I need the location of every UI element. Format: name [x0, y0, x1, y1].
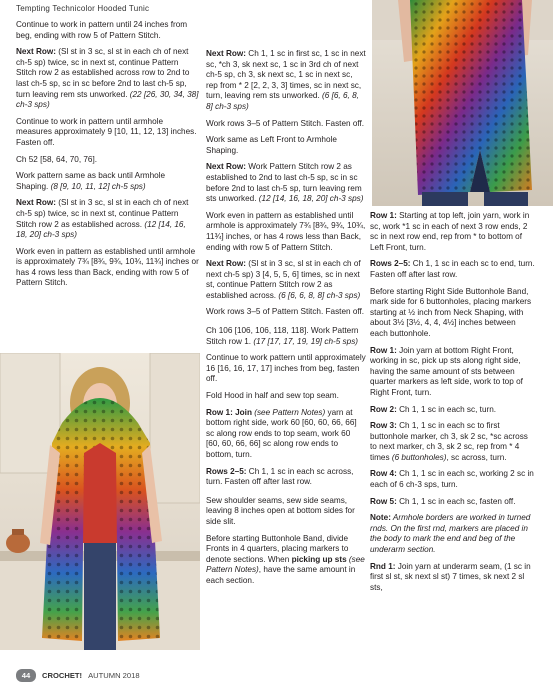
italic-note: Armhole borders are worked in turned rnds. On the first rnd, markers are placed in the body to mark the end and beg of the underarm section.: [370, 513, 531, 555]
row-label: Next Row:: [16, 47, 57, 57]
instruction-text: Ch 1, 1 sc in each sc, turn.: [396, 404, 497, 414]
row-label: Next Row:: [206, 259, 247, 269]
paragraph: [370, 287, 535, 340]
paragraph: [370, 497, 535, 508]
paragraph: [206, 135, 366, 156]
italic-note: (6 [6, 6, 8, 8] ch-3 sps): [276, 290, 361, 300]
instruction-text: Ch 1, 1 sc in each sc to end, turn. Fasten off after last row.: [370, 259, 535, 279]
row-label: Row 1: Join: [206, 407, 252, 417]
paragraph: [370, 346, 535, 399]
paragraph: [370, 259, 535, 280]
row-label: Row 3:: [370, 421, 397, 431]
paragraph: [206, 119, 366, 130]
column-1: [16, 20, 199, 295]
instruction-text: yarn at bottom right side, work 60 [60, 60, 66, 66] sc along row ends to top seam, work 60 [60, 60, 66, 66] sc along row ends to bottom, turn.: [206, 407, 357, 459]
italic-note: (12 [14, 16, 18, 20] ch-3 sps): [256, 194, 364, 204]
italic-note: (6 [6, 6, 8, 8] ch-3 sps): [206, 91, 359, 111]
column-2: [206, 48, 366, 593]
paragraph: [206, 49, 366, 113]
row-label: Rnd 1:: [370, 561, 396, 571]
instruction-text: Work even in pattern as established until armhole is approximately 7¾ [8¾, 9¾, 10¾, 11¾] inches or has 4 rows less than Back, ending with row 5 of Pattern Stitch.: [16, 246, 199, 288]
paragraph: [206, 391, 366, 402]
italic-note: (17 [17, 17, 19, 19] ch-5 sps): [251, 336, 359, 346]
instruction-text: (Sl st in 3 sc, sl st in each ch of next ch-5 sp) twice, sc in next st, continue Pattern Stitch row 2 as established across.: [16, 198, 189, 229]
instruction-text: , have the same amount in each section.: [206, 565, 356, 585]
paragraph: [206, 211, 366, 253]
row-label: Row 5:: [370, 496, 397, 506]
paragraph: [16, 198, 199, 240]
running-head: Tempting Technicolor Hooded Tunic: [16, 4, 150, 13]
row-label: Rows 2–5:: [206, 466, 247, 476]
instruction-text: Sew shoulder seams, sew side seams, leaving 8 inches open at bottom sides for side slit.: [206, 495, 355, 526]
paragraph: [206, 259, 366, 301]
paragraph: [370, 562, 535, 594]
paragraph: [16, 247, 199, 289]
paragraph: [370, 469, 535, 490]
page-footer: [16, 669, 140, 682]
italic-note: (6 buttonholes): [389, 452, 447, 462]
instruction-text: Work Pattern Stitch row 2 as established to 2nd to last ch-5 sp, sc in sc before 2nd to last ch-5 sp, turn leaving rem sts unworked.: [206, 162, 362, 204]
row-label: Row 1:: [370, 211, 397, 220]
paragraph: [16, 155, 199, 166]
italic-note: (see Pattern Notes): [206, 554, 365, 575]
row-label: Note:: [370, 513, 391, 523]
paragraph: [16, 171, 199, 192]
instruction-text: Ch 1, 1 sc in each sc across, turn. Fasten off after last row.: [206, 466, 354, 487]
paragraph: [370, 513, 535, 555]
instruction-text: Join yarn at bottom Right Front, working in sc, pick up sts along right side, having the same amount of sts between quarter markers as left side, work to top of Right Front, turn.: [370, 345, 523, 397]
photo-model-kitchen: [0, 353, 200, 650]
paragraph: [16, 20, 199, 41]
paragraph: [206, 162, 366, 204]
paragraph: [206, 534, 366, 587]
instruction-text: Ch 106 [106, 106, 118, 118]. Work Pattern Stitch row 1.: [206, 326, 359, 346]
paragraph: [206, 408, 366, 461]
instruction-text: Work pattern same as back until Armhole Shaping.: [16, 171, 166, 191]
row-label: Next Row:: [206, 162, 247, 172]
instruction-text: Ch 1, 1 sc in first sc, 1 sc in next sc, *ch 3, sk next sc, 1 sc in 3rd ch of next ch-5 sp, ch 3, sk next sc, 1 sc in next sc, rep from * 2 [2, 2, 3, 3] times, sc in next sc, turn, leaving rem sts unworked.: [206, 49, 366, 101]
italic-note: (8 [9, 10, 11, 12] ch-5 sps): [48, 181, 146, 191]
magazine-name: CROCHET!: [42, 671, 83, 680]
italic-note: (see Pattern Notes): [251, 407, 326, 417]
paragraph: [206, 326, 366, 347]
paragraph: [206, 496, 366, 528]
paragraph: [370, 211, 535, 253]
page-number: 44: [16, 669, 36, 682]
row-label: Row 2:: [370, 404, 397, 414]
paragraph: [370, 421, 535, 463]
column-3: [370, 210, 535, 599]
instruction-text: Work same as Left Front to Armhole Shaping.: [206, 135, 337, 155]
paragraph: [16, 47, 199, 111]
instruction-text: Fold Hood in half and sew top seam.: [206, 391, 339, 401]
row-label: Row 4:: [370, 469, 397, 479]
instruction-text: Join yarn at underarm seam, (1 sc in first sl st, sk next sl st) 7 times, sk next 2 sl sts,: [370, 561, 531, 592]
italic-note: (22 [26, 30, 34, 38] ch-3 sps): [16, 89, 199, 110]
instruction-text: Ch 1, 1 sc in each sc, fasten off.: [396, 496, 516, 506]
instruction-text: Continue to work in pattern until 24 inches from beg, ending with row 5 of Pattern Stitch.: [16, 20, 188, 40]
instruction-text: Work rows 3–5 of Pattern Stitch. Fasten off.: [206, 118, 365, 128]
instruction-text: , sc across, turn.: [446, 452, 507, 462]
paragraph: [206, 353, 366, 385]
issue-name: AUTUMN 2018: [88, 671, 140, 680]
photo-tunic-back: [372, 0, 553, 206]
instruction-text: Continue to work in pattern until armhole measures approximately 9 [10, 11, 12, 13] inches. Fasten off.: [16, 116, 197, 147]
instruction-text: Starting at top left, join yarn, work in sc, work *1 sc in each of next 3 row ends, 2 sc in next row end, rep from * to bottom of Left Front, turn.: [370, 211, 530, 252]
row-label: Rows 2–5:: [370, 259, 411, 269]
bold-phrase: picking up sts: [289, 554, 347, 564]
instruction-text: Before starting Right Side Buttonhole Band, mark side for 6 buttonholes, placing markers starting at ½ inch from Neck Shaping, with about 3½ [3½, 4, 4, 4½] inches between each buttonhole.: [370, 286, 532, 338]
italic-note: (12 [14, 16, 18, 20] ch-3 sps): [16, 219, 186, 240]
instruction-text: Work rows 3–5 of Pattern Stitch. Fasten off.: [206, 307, 365, 317]
paragraph: [16, 117, 199, 149]
instruction-text: Work even in pattern as established until armhole is approximately 7¾ [8¾, 9¾, 10¾, 11¾] inches, or has 4 rows less than Back, ending with row 5 of Pattern Stitch.: [206, 210, 366, 252]
instruction-text: Continue to work pattern until approximately 16 [16, 16, 17, 17] inches from beg, fasten off.: [206, 353, 366, 384]
instruction-text: Ch 52 [58, 64, 70, 76].: [16, 154, 98, 164]
instruction-text: (Sl st in 3 sc, sl st in each ch of next ch-5 sp) 3 [4, 5, 5, 6] times, sc in next st, continue Pattern Stitch row 2 as established across.: [206, 259, 361, 300]
paragraph: [370, 405, 535, 416]
instruction-text: Before starting Buttonhole Band, divide Fronts in 4 quarters, placing markers to denote sections. When: [206, 533, 349, 564]
instruction-text: Ch 1, 1 sc in each sc to first buttonhole marker, ch 3, sk 2 sc, *sc across to next marker, ch 3, sk 2 sc, rep from * 4 times: [370, 421, 528, 462]
row-label: Next Row:: [16, 198, 57, 208]
paragraph: [206, 467, 366, 488]
row-label: Row 1:: [370, 345, 397, 355]
row-label: Next Row:: [206, 49, 247, 58]
instruction-text: Ch 1, 1 sc in each sc, working 2 sc in each of 6 ch-3 sps, turn.: [370, 469, 534, 490]
paragraph: [206, 307, 366, 318]
instruction-text: (Sl st in 3 sc, sl st in each ch of next ch-5 sp) twice, sc in next st, continue Pattern Stitch row 2 as established across row to 2nd to last ch-5 sp, sc in sc before 2nd to last ch-5 sp, turn leaving rem sts unworked.: [16, 47, 190, 99]
